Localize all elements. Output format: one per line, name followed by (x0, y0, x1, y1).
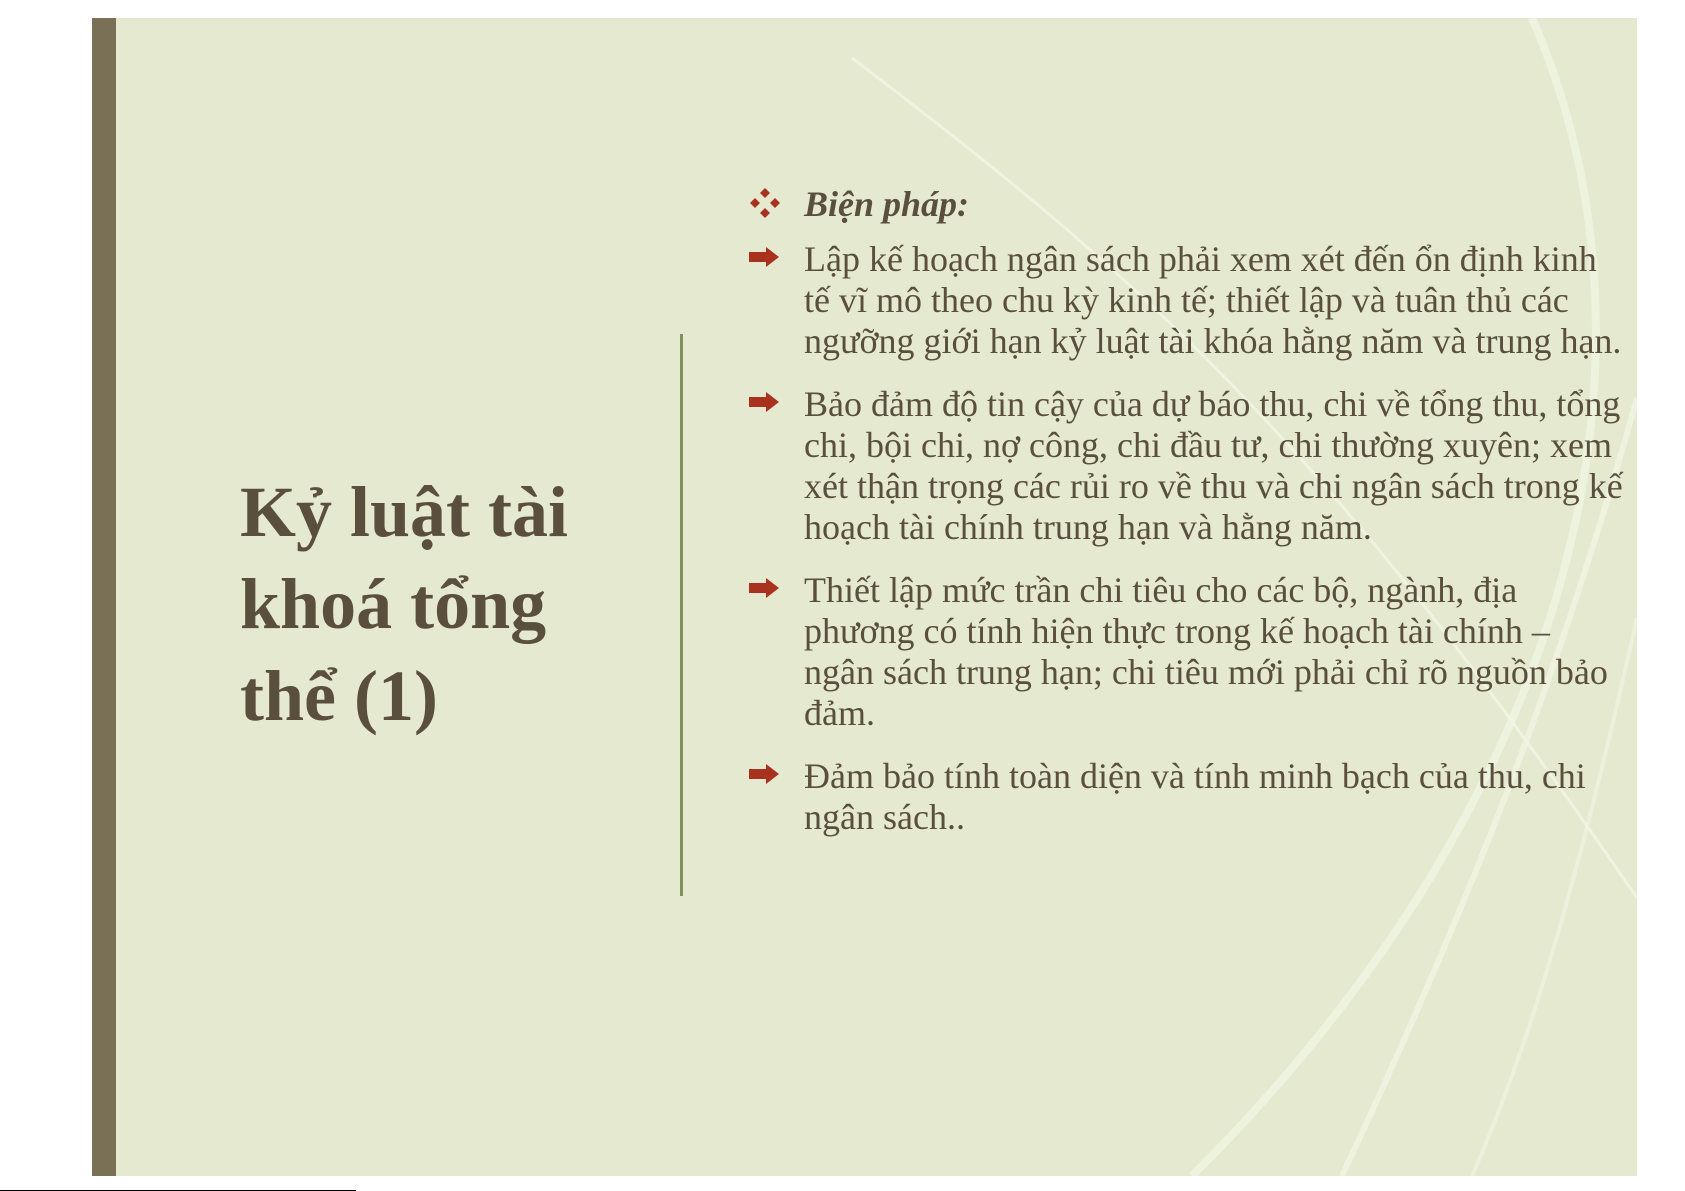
arrow-bullet-icon (749, 247, 779, 267)
arrow-bullet-icon (749, 392, 779, 412)
list-item-text: Lập kế hoạch ngân sách phải xem xét đến ổn định kinh tế vĩ mô theo chu kỳ kinh tế; thiết lập và tuân thủ các ngưỡng giới hạn kỷ luật tài khóa hằng năm và trung hạn. (804, 239, 1622, 361)
arrow-bullet-icon (749, 578, 779, 598)
slide (92, 18, 1637, 1176)
list-item (747, 384, 1627, 548)
list-item (747, 756, 1627, 838)
list-item-text: Bảo đảm độ tin cậy của dự báo thu, chi về tổng thu, tổng chi, bội chi, nợ công, chi đầu tư, chi thường xuyên; xem xét thận trọng các rủi ro về thu và chi ngân sách trong kế hoạch tài chính trung hạn và hằng năm. (804, 384, 1623, 547)
list-item-text: Đảm bảo tính toàn diện và tính minh bạch của thu, chi ngân sách.. (804, 756, 1586, 837)
title-line: Kỷ luật tài (240, 472, 569, 552)
left-accent-bar (92, 18, 116, 1176)
title-line: thể (1) (240, 656, 438, 736)
arrow-bullet-icon (749, 764, 779, 784)
list-heading (747, 184, 1627, 225)
list-item-text: Thiết lập mức trần chi tiêu cho các bộ, ngành, địa phương có tính hiện thực trong kế hoạch tài chính – ngân sách trung hạn; chi tiêu mới phải chỉ rõ nguồn bảo đảm. (804, 570, 1608, 733)
title-line: khoá tổng (240, 564, 547, 644)
diamond-cluster-icon (749, 187, 781, 219)
slide-title (240, 466, 640, 742)
content-list (747, 184, 1627, 860)
list-item (747, 239, 1627, 362)
vertical-divider (680, 334, 683, 896)
list-item (747, 570, 1627, 734)
heading-text: Biện pháp: (804, 184, 970, 224)
